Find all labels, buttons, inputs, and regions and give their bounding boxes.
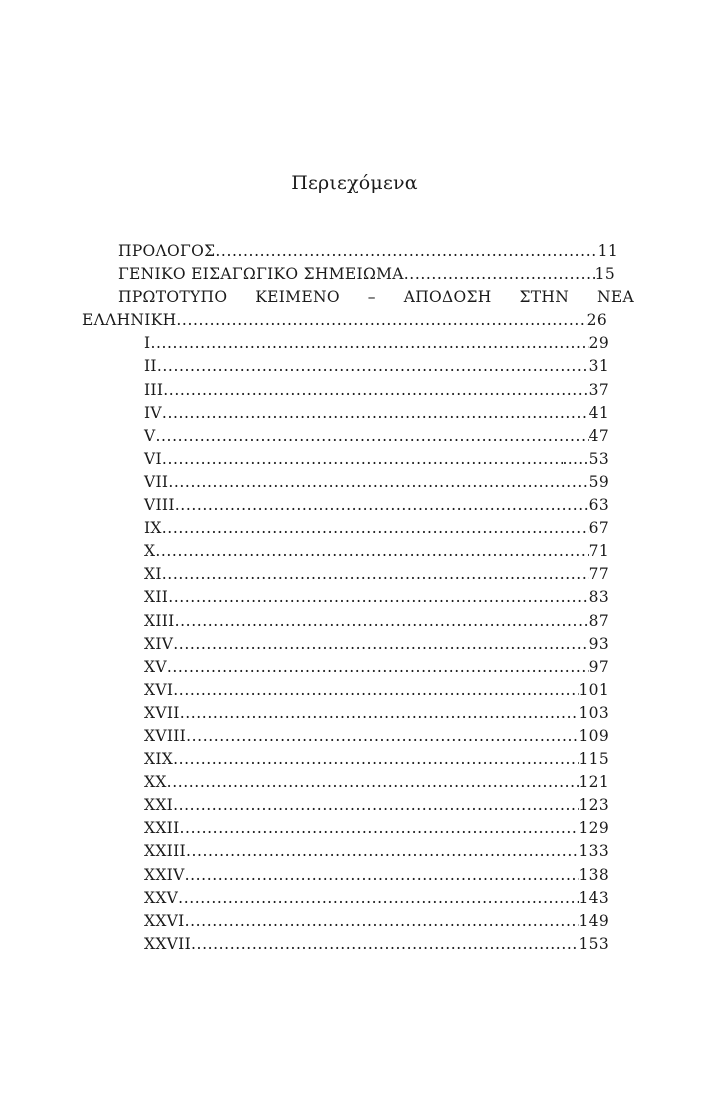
toc-entry-chapter[interactable] — [82, 448, 609, 471]
toc-entry-page: 31 — [588, 357, 609, 376]
toc-entry-chapter[interactable] — [82, 379, 609, 402]
toc-entry-label: V — [144, 426, 156, 445]
toc-entry-label: IV — [144, 403, 162, 422]
dot-leader — [186, 725, 578, 748]
toc-entry-label: VII — [144, 472, 169, 491]
dot-leader — [404, 263, 595, 286]
toc-entry-label: XVIII — [144, 726, 187, 745]
dot-leader — [175, 610, 589, 633]
toc-entry-label: XXII — [144, 819, 180, 838]
toc-entry-chapter[interactable] — [82, 610, 609, 633]
dot-leader — [180, 817, 579, 840]
toc-entry-chapter[interactable] — [82, 517, 609, 540]
toc-entry-label: XVI — [144, 680, 174, 699]
toc-entry-label: XIII — [144, 611, 175, 630]
toc-entry-chapter[interactable] — [82, 725, 609, 748]
toc-entry-page: 63 — [588, 496, 609, 515]
toc-entry-chapter[interactable] — [82, 332, 609, 355]
toc-entry-page: 93 — [588, 634, 609, 653]
toc-entry-label: VIII — [144, 496, 175, 515]
toc-entry-page: 103 — [578, 703, 609, 722]
toc-entry-label: XIV — [144, 634, 174, 653]
dot-leader — [150, 332, 588, 355]
toc-entry-chapter[interactable] — [82, 355, 609, 378]
dot-leader — [215, 240, 597, 263]
dot-leader — [185, 910, 579, 933]
toc-entry-label: IX — [144, 519, 162, 538]
toc-entry-page: 67 — [588, 519, 609, 538]
toc-entry-page: .....53 — [562, 449, 609, 468]
toc-entry-label: XVII — [144, 703, 180, 722]
toc-entry-original-text-line1[interactable] — [82, 286, 634, 309]
toc-entry-page: 149 — [578, 911, 609, 930]
toc-entry-page: 15 — [594, 265, 615, 284]
toc-word: ΑΠΟΔΟΣΗ — [403, 288, 492, 307]
toc-entry-label: II — [144, 357, 157, 376]
dot-leader — [178, 887, 578, 910]
toc-entry-page: 109 — [578, 726, 609, 745]
toc-entry-chapter[interactable] — [82, 748, 609, 771]
toc-entry-chapter[interactable] — [82, 586, 609, 609]
toc-entry-label: XI — [144, 565, 162, 584]
toc-entry-page: 59 — [588, 472, 609, 491]
toc-entry-chapter[interactable] — [82, 910, 609, 933]
toc-entry-label: ΓΕΝΙΚΟ ΕΙΣΑΓΩΓΙΚΟ ΣΗΜΕΙΩΜΑ — [118, 265, 404, 284]
toc-entry-chapter[interactable] — [82, 656, 609, 679]
dot-leader — [173, 633, 588, 656]
dot-leader — [155, 540, 588, 563]
toc-entry-label: XXVII — [144, 934, 192, 953]
toc-entry-page: 26 — [586, 311, 607, 330]
dot-leader — [173, 679, 578, 702]
toc-entry-page: 77 — [588, 565, 609, 584]
toc-entry-label: X — [144, 542, 156, 561]
toc-entry-prologue[interactable] — [82, 240, 618, 263]
toc-entry-label: ΠΡΟΛΟΓΟΣ — [118, 242, 216, 260]
dot-leader — [191, 933, 578, 956]
toc-entry-label: XV — [144, 657, 167, 676]
toc-entry-introduction[interactable] — [82, 263, 615, 286]
toc-entry-page: 37 — [588, 380, 609, 399]
toc-entry-page: 41 — [588, 403, 609, 422]
toc-entry-chapter[interactable] — [82, 794, 609, 817]
toc-entry-page: 87 — [588, 611, 609, 630]
toc-entry-page: 83 — [588, 588, 609, 607]
toc-word: ΠΡΩΤΟΤΥΠΟ — [118, 288, 228, 307]
toc-entry-page: 133 — [578, 842, 609, 861]
toc-entry-label: XXV — [144, 888, 179, 907]
toc-entry-page: 153 — [578, 934, 609, 953]
dot-leader — [162, 402, 589, 425]
dot-leader — [185, 864, 579, 887]
toc-entry-chapter[interactable] — [82, 933, 609, 956]
toc-entry-label: XXIII — [144, 842, 186, 861]
toc-entry-chapter[interactable] — [82, 633, 609, 656]
dot-leader — [162, 517, 589, 540]
toc-entry-label: XII — [144, 588, 169, 607]
dot-leader — [180, 702, 579, 725]
toc-entry-label: XIX — [144, 750, 174, 769]
toc-entry-original-text-line2[interactable] — [82, 309, 607, 332]
toc-entry-chapter[interactable] — [82, 494, 609, 517]
toc-entry-chapter[interactable] — [82, 471, 609, 494]
toc-entry-chapter[interactable] — [82, 702, 609, 725]
toc-word: ΣΤΗΝ — [519, 288, 570, 307]
dot-leader — [186, 840, 579, 863]
toc-entry-page: 115 — [578, 750, 609, 769]
toc-entry-chapter[interactable] — [82, 402, 609, 425]
toc-entry-page: 101 — [578, 680, 609, 699]
toc-entry-page: 11 — [597, 242, 618, 260]
toc-entry-chapter[interactable] — [82, 771, 609, 794]
toc-entry-chapter[interactable] — [82, 679, 609, 702]
toc-entry-label: I — [144, 334, 151, 353]
dot-leader — [156, 425, 589, 448]
toc-entry-label: XX — [144, 773, 167, 792]
dot-leader — [175, 494, 589, 517]
dot-leader — [162, 563, 589, 586]
toc-entry-label: XXI — [144, 796, 174, 815]
toc-entry-page: 71 — [588, 542, 609, 561]
toc-entry-page: 47 — [588, 426, 609, 445]
dot-leader — [168, 586, 588, 609]
dot-leader — [163, 379, 588, 402]
dot-leader — [162, 448, 563, 471]
toc-entry-label: ΕΛΛΗΝΙΚΗ — [82, 311, 177, 330]
toc-entry-label: VI — [144, 449, 162, 468]
toc-entry-chapter[interactable] — [82, 425, 609, 448]
toc-entry-chapter[interactable] — [82, 840, 609, 863]
dot-leader — [173, 794, 578, 817]
toc-entry-chapter[interactable] — [82, 817, 609, 840]
toc-entry-chapter[interactable] — [82, 540, 609, 563]
toc-entry-page: 97 — [588, 657, 609, 676]
toc-word: ΝΕΑ — [597, 288, 634, 307]
toc-entry-page: 129 — [578, 819, 609, 838]
toc-word: – — [367, 288, 376, 307]
toc-entry-label: XXVI — [144, 911, 185, 930]
dot-leader — [167, 656, 589, 679]
toc-entry-label: XXIV — [144, 865, 185, 884]
toc-entry-page: 143 — [578, 888, 609, 907]
toc-entry-chapter[interactable] — [82, 864, 609, 887]
dot-leader — [157, 355, 589, 378]
toc-word: ΚΕΙΜΕΝΟ — [255, 288, 340, 307]
toc-entry-chapter[interactable] — [82, 563, 609, 586]
toc-entry-page: 121 — [578, 773, 609, 792]
table-of-contents — [82, 240, 634, 956]
toc-entry-label: III — [144, 380, 164, 399]
dot-leader — [173, 748, 578, 771]
toc-entry-chapter[interactable] — [82, 887, 609, 910]
dot-leader — [176, 309, 586, 332]
dot-leader — [168, 471, 588, 494]
dot-leader — [167, 771, 579, 794]
chapter-list — [82, 332, 634, 956]
toc-entry-page: 123 — [578, 796, 609, 815]
toc-entry-page: 138 — [578, 865, 609, 884]
toc-entry-page: 29 — [588, 334, 609, 353]
page-title: Περιεχόμενα — [291, 172, 418, 194]
